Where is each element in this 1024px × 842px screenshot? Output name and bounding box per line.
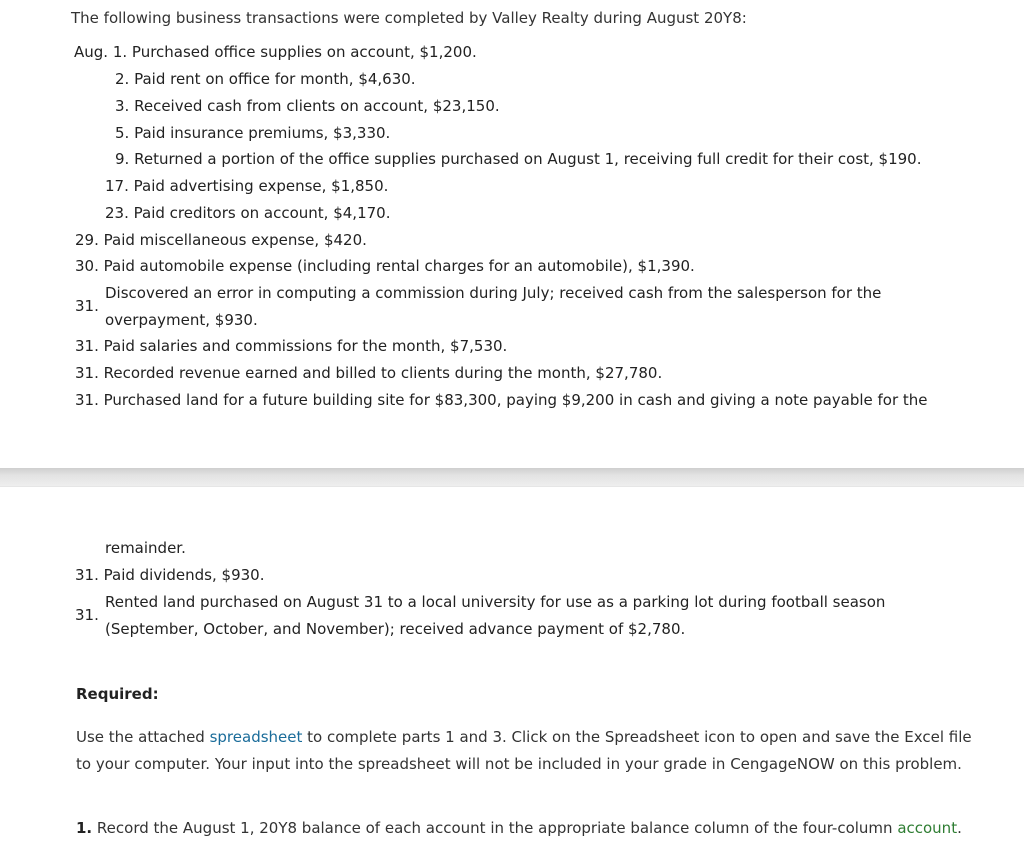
step-1 <box>76 819 962 837</box>
transaction-text: Paid automobile expense (including rental charges for an automobile), $1,390. <box>103 257 695 275</box>
transaction-date: 29. <box>75 231 99 249</box>
transaction-text: Paid creditors on account, $4,170. <box>133 204 391 222</box>
transaction-row <box>115 150 922 168</box>
transaction-text: Paid rent on office for month, $4,630. <box>134 70 416 88</box>
transaction-text-continued: (September, October, and November); received advance payment of $2,780. <box>105 620 686 638</box>
transaction-date: 31. <box>75 391 99 409</box>
transaction-text-continued: remainder. <box>105 539 186 557</box>
transaction-text: Paid miscellaneous expense, $420. <box>103 231 367 249</box>
instructions-text-continued: to complete parts 1 and 3. Click on the Spreadsheet icon to open and save the Excel file to your computer. Your input into the spreadsheet will not be included in your grade in CengageNOW on this problem. <box>76 728 972 773</box>
transaction-date: 17. <box>105 177 129 195</box>
transaction-row <box>74 43 477 61</box>
transaction-text: Returned a portion of the office supplies purchased on August 1, receiving full credit for their cost, $190. <box>134 150 922 168</box>
transaction-row <box>75 391 928 409</box>
transaction-date: 31. <box>75 566 99 584</box>
account-link[interactable]: account <box>897 819 958 837</box>
transaction-row <box>75 364 662 382</box>
transaction-row <box>75 257 695 275</box>
transaction-date: 30. <box>75 257 99 275</box>
transaction-date: 31. <box>75 364 99 382</box>
transaction-row <box>115 124 390 142</box>
transaction-text: Paid insurance premiums, $3,330. <box>134 124 391 142</box>
transaction-text: Purchased land for a future building site for $83,300, paying $9,200 in cash and giving a note payable for the <box>103 391 928 409</box>
transaction-row <box>75 337 507 355</box>
transaction-text: Paid salaries and commissions for the month, $7,530. <box>103 337 508 355</box>
transaction-text: Discovered an error in computing a commission during July; received cash from the salesperson for the <box>105 284 882 302</box>
transaction-date: 5. <box>115 124 130 142</box>
transaction-text: Recorded revenue earned and billed to clients during the month, $27,780. <box>103 364 663 382</box>
transaction-row <box>75 231 367 249</box>
transaction-date: 2. <box>115 70 130 88</box>
intro-text: The following business transactions were completed by Valley Realty during August 20Y8: <box>71 9 747 27</box>
transaction-date: 3. <box>115 97 130 115</box>
step-number: 1. <box>76 819 93 837</box>
transaction-date: 31. <box>75 297 99 315</box>
instructions-paragraph <box>76 724 976 778</box>
transaction-text-continued: overpayment, $930. <box>105 311 258 329</box>
transaction-date: Aug. 1. <box>74 43 128 61</box>
transaction-row <box>115 70 416 88</box>
transaction-text: Paid dividends, $930. <box>103 566 265 584</box>
step-text: Record the August 1, 20Y8 balance of each account in the appropriate balance column of the four-column <box>96 819 898 837</box>
transaction-text: Paid advertising expense, $1,850. <box>133 177 389 195</box>
required-heading: Required: <box>76 685 159 703</box>
transaction-text: Received cash from clients on account, $23,150. <box>134 97 500 115</box>
transaction-row <box>115 97 500 115</box>
transaction-date: 9. <box>115 150 130 168</box>
transaction-date: 23. <box>105 204 129 222</box>
transaction-date: 31. <box>75 337 99 355</box>
instructions-text: Use the attached <box>76 728 210 746</box>
step-end: . <box>957 819 962 837</box>
transaction-text: Purchased office supplies on account, $1,200. <box>131 43 477 61</box>
transaction-row <box>105 204 390 222</box>
spreadsheet-link[interactable]: spreadsheet <box>209 728 303 746</box>
transaction-text: Rented land purchased on August 31 to a local university for use as a parking lot during football season <box>105 593 886 611</box>
transaction-row <box>105 177 388 195</box>
transaction-date: 31. <box>75 606 99 624</box>
transaction-row <box>75 566 264 584</box>
page-break-divider <box>0 468 1024 486</box>
